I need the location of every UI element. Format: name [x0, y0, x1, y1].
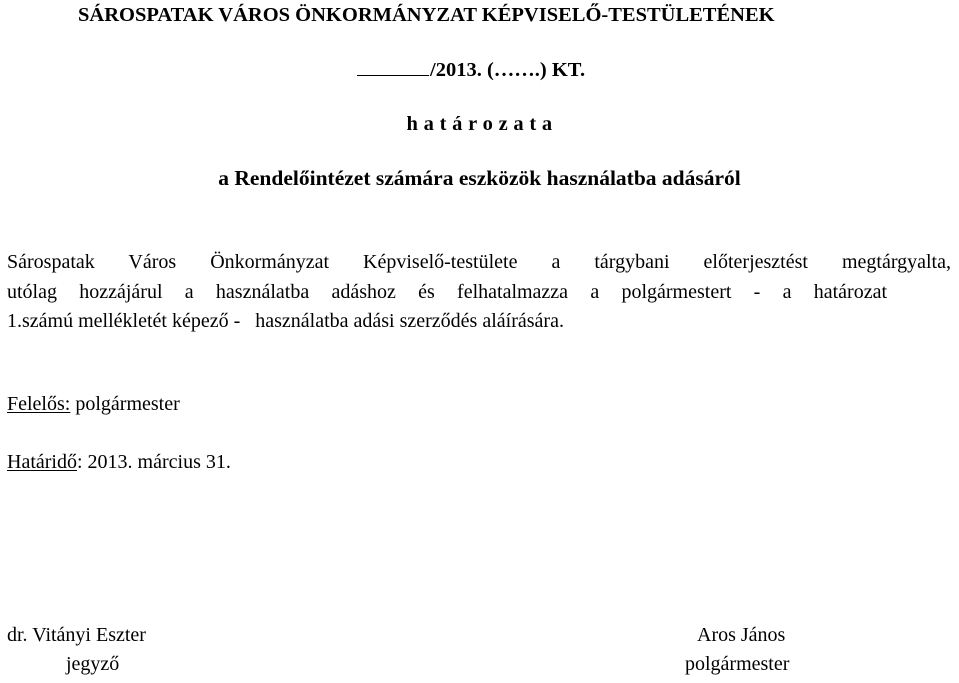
resolution-number-text: /2013. (…….) KT. [430, 59, 586, 81]
deadline-value: : 2013. március 31. [76, 451, 231, 473]
body-text-line-3: 1.számú mellékletét képező - használatba adási szerződés aláírására. [7, 310, 564, 332]
responsible-label: Felelős: [7, 393, 71, 415]
body-text-line-1: Sárospatak Város Önkormányzat Képviselő-testülete a tárgybani előterjesztést megtárgyalta, [7, 251, 951, 273]
signatory-left-name: dr. Vitányi Eszter [7, 624, 146, 646]
deadline-line [7, 451, 231, 474]
number-blank-line [357, 75, 429, 76]
signatory-right-name: Aros János [697, 624, 786, 646]
signatory-right-title: polgármester [685, 653, 790, 675]
responsible-value: polgármester [70, 393, 180, 415]
signatory-left-title: jegyző [66, 653, 120, 675]
council-heading: SÁROSPATAK VÁROS ÖNKORMÁNYZAT KÉPVISELŐ-TESTÜLETÉNEK [78, 4, 775, 26]
deadline-label: Határidő [7, 451, 77, 473]
responsible-line [7, 393, 180, 416]
resolution-number [357, 59, 585, 82]
document-type-title: h a t á r o z a t a [406, 113, 553, 135]
body-text-line-2: utólag hozzájárul a használatba adáshoz és felhatalmazza a polgármestert - a határozat [7, 281, 887, 303]
resolution-subject: a Rendelőintézet számára eszközök használatba adásáról [218, 166, 741, 190]
